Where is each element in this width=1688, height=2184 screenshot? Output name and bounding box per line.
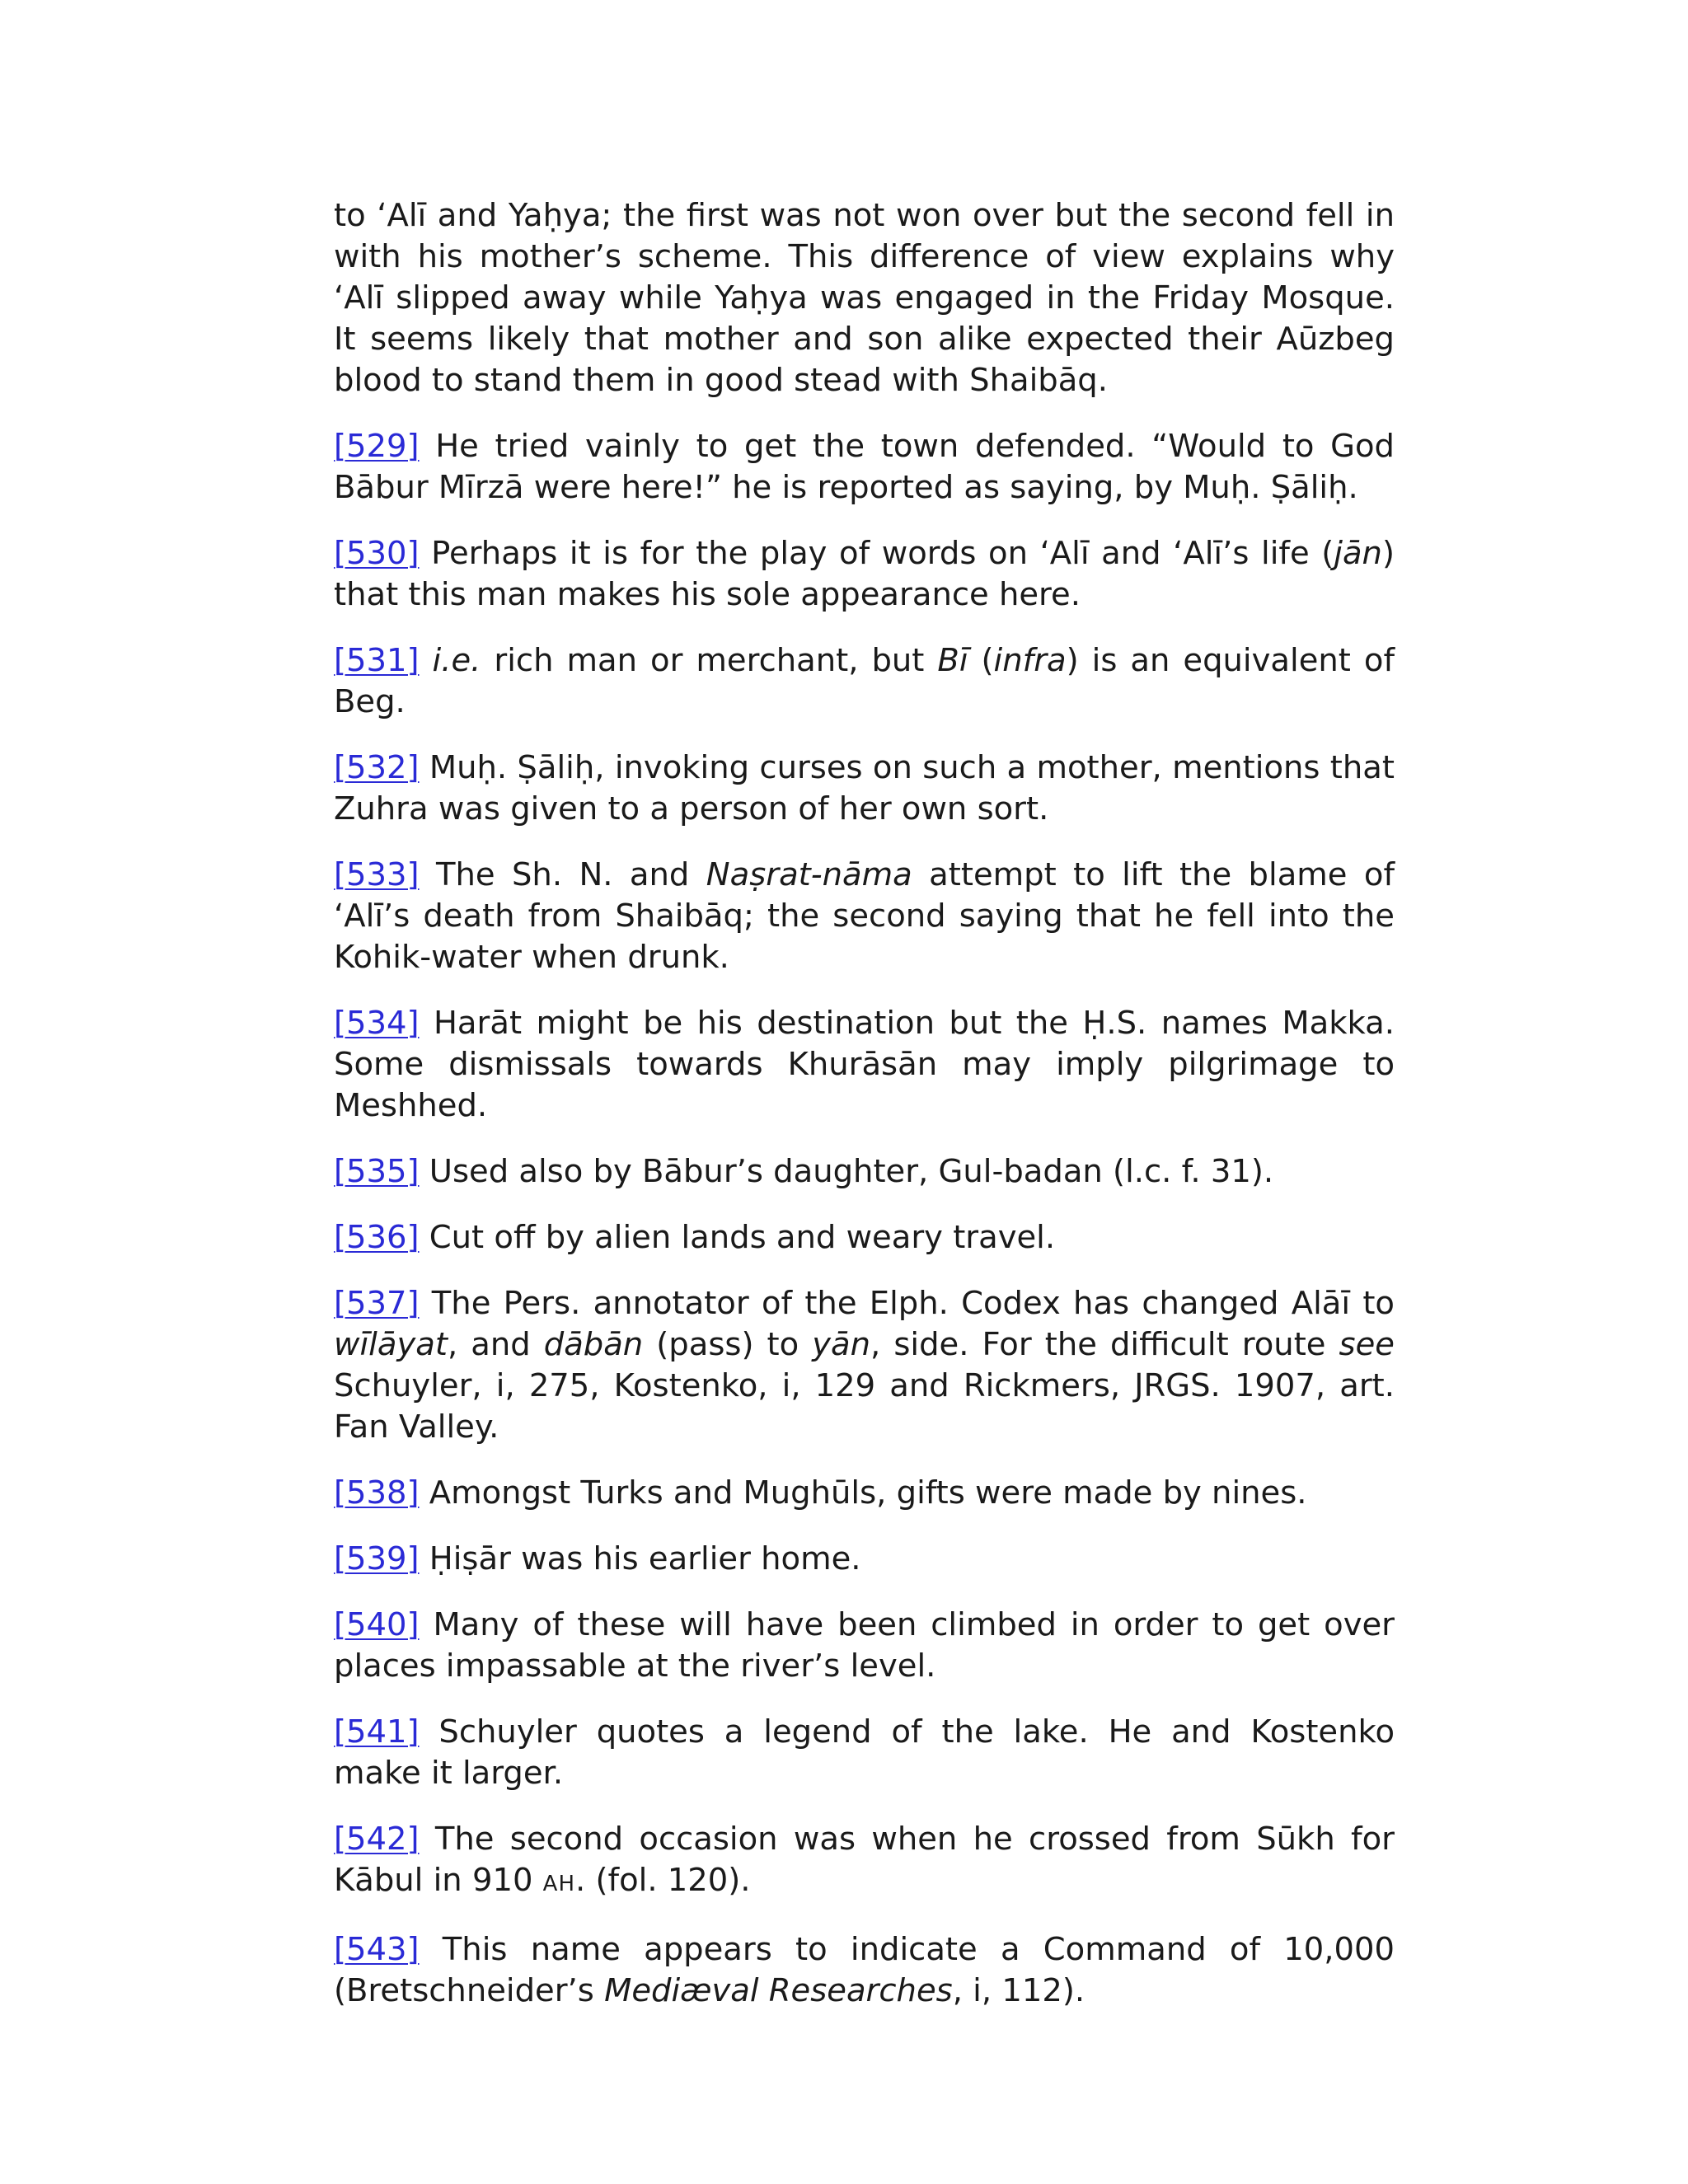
- footnote-text: This name appears to indicate a Command of 10,000 (Bretschneider’s: [334, 1931, 1395, 2009]
- footnote-text: Ḥiṣār was his earlier home.: [419, 1540, 861, 1577]
- footnote-link-539[interactable]: [539]: [334, 1540, 420, 1577]
- footnote-543: [334, 1929, 1395, 2012]
- intro-paragraph: to ‘Alī and Yaḥya; the first was not won over but the second fell in with his mother’s scheme. This difference of view explains why ‘Alī slipped away while Yaḥya was engaged in the Friday Mosque. It seems likely that mother and son alike expected their Aūzbeg blood to stand them in good stead with Shaibāq.: [334, 197, 1395, 399]
- footnote-530: [334, 533, 1395, 616]
- footnote-text: The Sh. N. and: [419, 856, 706, 893]
- footnote-text: , i, 112).: [952, 1972, 1085, 2009]
- footnote-text: (pass) to: [643, 1326, 813, 1363]
- footnote-535: [334, 1151, 1395, 1193]
- footnote-537: [334, 1283, 1395, 1448]
- footnote-link-543[interactable]: [543]: [334, 1931, 420, 1968]
- footnote-541: [334, 1712, 1395, 1794]
- footnote-text: Cut off by alien lands and weary travel.: [419, 1219, 1056, 1256]
- italic-title: Mediæval Researches: [604, 1972, 953, 2009]
- document-page: [334, 195, 1395, 2036]
- italic-term: yān: [812, 1326, 871, 1363]
- footnote-532: [334, 748, 1395, 830]
- footnote-link-533[interactable]: [533]: [334, 856, 420, 893]
- footnote-text: The Pers. annotator of the Elph. Codex has changed Alāī to: [419, 1285, 1395, 1322]
- footnote-text: Muḥ. Ṣāliḥ, invoking curses on such a mother, mentions that Zuhra was given to a person of her own sort.: [334, 749, 1395, 827]
- footnote-text: (: [968, 642, 994, 679]
- footnote-text: Schuyler, i, 275, Kostenko, i, 129 and Rickmers, JRGS. 1907, art. Fan Valley.: [334, 1367, 1395, 1446]
- footnote-link-532[interactable]: [532]: [334, 749, 420, 786]
- footnote-538: [334, 1473, 1395, 1514]
- footnote-text: rich man or merchant, but: [481, 642, 938, 679]
- footnote-text: Perhaps it is for the play of words on ‘Alī and ‘Alī’s life (: [419, 535, 1334, 572]
- footnote-text: ) is an equivalent of Beg.: [334, 642, 1395, 720]
- footnote-534: [334, 1003, 1395, 1127]
- footnote-531: [334, 640, 1395, 723]
- footnote-539: [334, 1539, 1395, 1580]
- footnote-text: , side. For the difficult route: [870, 1326, 1339, 1363]
- italic-term: infra: [993, 642, 1067, 679]
- footnote-link-537[interactable]: [537]: [334, 1285, 420, 1322]
- footnote-542: [334, 1819, 1395, 1905]
- italic-term: Bī: [937, 642, 968, 679]
- footnote-text: , and: [447, 1326, 544, 1363]
- italic-term: Naṣrat-nāma: [706, 856, 912, 893]
- footnote-text: Many of these will have been climbed in order to get over places impassable at the river’s level.: [334, 1606, 1395, 1685]
- footnote-529: [334, 426, 1395, 509]
- italic-term: wīlāyat: [334, 1326, 448, 1363]
- footnote-link-538[interactable]: [538]: [334, 1474, 420, 1511]
- footnote-text: Amongst Turks and Mughūls, gifts were made by nines.: [419, 1474, 1307, 1511]
- footnote-link-531[interactable]: [531]: [334, 642, 420, 679]
- footnote-540: [334, 1605, 1395, 1687]
- footnote-link-534[interactable]: [534]: [334, 1005, 420, 1042]
- footnote-text: attempt to lift the blame of ‘Alī’s death from Shaibāq; the second saying that he fell into the Kohik-water when drunk.: [334, 856, 1395, 976]
- italic-term: i.e.: [432, 642, 481, 679]
- footnote-link-530[interactable]: [530]: [334, 535, 420, 572]
- italic-term: dābān: [543, 1326, 644, 1363]
- footnote-text: He tried vainly to get the town defended. “Would to God Bābur Mīrzā were here!” he is reported as saying, by Muḥ. Ṣāliḥ.: [334, 428, 1395, 506]
- footnote-text: ) that this man makes his sole appearance here.: [334, 535, 1395, 613]
- footnote-link-541[interactable]: [541]: [334, 1713, 420, 1750]
- footnote-link-529[interactable]: [529]: [334, 428, 420, 465]
- footnote-text: . (fol. 120).: [575, 1862, 751, 1899]
- footnote-link-535[interactable]: [535]: [334, 1153, 420, 1190]
- footnote-link-536[interactable]: [536]: [334, 1219, 420, 1256]
- italic-term: jān: [1334, 535, 1382, 572]
- italic-term: see: [1339, 1326, 1395, 1363]
- footnote-536: [334, 1217, 1395, 1258]
- footnote-link-542[interactable]: [542]: [334, 1821, 420, 1858]
- footnote-text: Schuyler quotes a legend of the lake. He and Kostenko make it larger.: [334, 1713, 1395, 1792]
- footnote-link-540[interactable]: [540]: [334, 1606, 420, 1643]
- footnote-text: Used also by Bābur’s daughter, Gul-badan (l.c. f. 31).: [419, 1153, 1274, 1190]
- small-caps-era: AH: [542, 1872, 576, 1896]
- footnote-text: The second occasion was when he crossed from Sūkh for Kābul in 910: [334, 1821, 1395, 1899]
- footnote-533: [334, 855, 1395, 978]
- footnote-text: Harāt might be his destination but the Ḥ.S. names Makka. Some dismissals towards Khurāsān may imply pilgrimage to Meshhed.: [334, 1005, 1395, 1124]
